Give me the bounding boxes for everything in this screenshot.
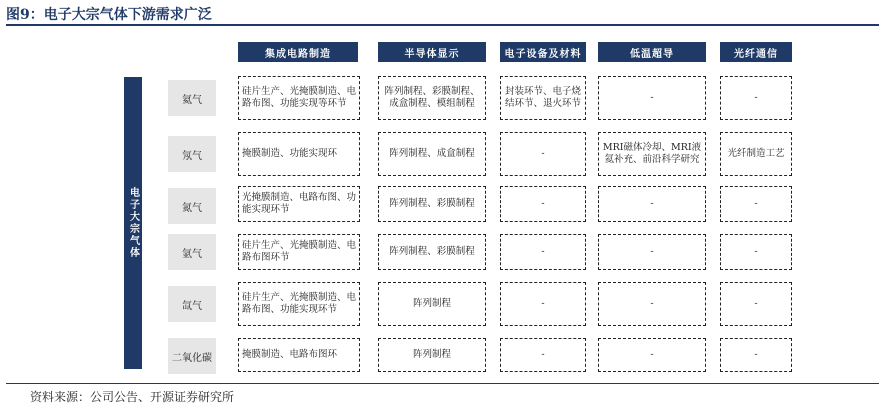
table-cell: 阵列制程 xyxy=(378,338,486,372)
table-cell: - xyxy=(598,282,706,326)
table-cell: - xyxy=(720,338,792,372)
table-cell: 光掩膜制造、电路布图、功能实现环节 xyxy=(238,186,360,222)
table-cell: - xyxy=(598,186,706,222)
table-cell: 阵列制程、彩膜制程 xyxy=(378,186,486,222)
table-cell: 阵列制程、彩膜制程 xyxy=(378,234,486,270)
table-cell: 阵列制程、成盒制程 xyxy=(378,132,486,176)
table-cell: 阵列制程、彩膜制程、成盒制程、模组制程 xyxy=(378,76,486,120)
gas-label: 二氧化碳 xyxy=(168,338,216,374)
table-cell: - xyxy=(598,234,706,270)
table-cell: 阵列制程 xyxy=(378,282,486,326)
column-header-devices: 电子设备及材料 xyxy=(500,42,586,62)
table-cell: - xyxy=(598,338,706,372)
table-cell: - xyxy=(500,186,586,222)
column-header-display: 半导体显示 xyxy=(378,42,486,62)
column-header-superconduct: 低温超导 xyxy=(598,42,706,62)
figure-title: 图9：电子大宗气体下游需求广泛 xyxy=(6,7,212,23)
column-header-fiber: 光纤通信 xyxy=(720,42,792,62)
table-cell: 硅片生产、光掩膜制造、电路布图环节 xyxy=(238,234,360,270)
gas-label: 氦气 xyxy=(168,80,216,116)
table-cell: 掩膜制造、功能实现环 xyxy=(238,132,360,176)
table-cell: - xyxy=(500,132,586,176)
table-cell: - xyxy=(720,186,792,222)
source-divider xyxy=(6,383,879,384)
gas-label: 氩气 xyxy=(168,234,216,270)
gas-label: 氖气 xyxy=(168,136,216,172)
table-cell: - xyxy=(500,338,586,372)
title-divider xyxy=(6,24,879,26)
table-cell: - xyxy=(500,234,586,270)
table-cell: 硅片生产、光掩膜制造、电路布图、功能实现等环节 xyxy=(238,76,360,120)
source-note: 资料来源：公司公告、开源证券研究所 xyxy=(30,390,235,404)
table-cell: - xyxy=(598,76,706,120)
gas-label: 氙气 xyxy=(168,286,216,322)
gas-label: 氮气 xyxy=(168,188,216,224)
table-cell: 硅片生产、光掩膜制造、电路布图、功能实现环节 xyxy=(238,282,360,326)
table-cell: 封装环节、电子烧结环节、退火环节 xyxy=(500,76,586,120)
table-cell: - xyxy=(720,282,792,326)
table-cell: 掩膜制造、电路布图环 xyxy=(238,338,360,372)
table-cell: - xyxy=(500,282,586,326)
table-cell: MRI磁体冷却、MRI液氦补充、前沿科学研究 xyxy=(598,132,706,176)
table-cell: 光纤制造工艺 xyxy=(720,132,792,176)
table-cell: - xyxy=(720,76,792,120)
row-group-label: 电子大宗气体 xyxy=(124,77,142,369)
column-header-ic: 集成电路制造 xyxy=(238,42,358,62)
table-cell: - xyxy=(720,234,792,270)
